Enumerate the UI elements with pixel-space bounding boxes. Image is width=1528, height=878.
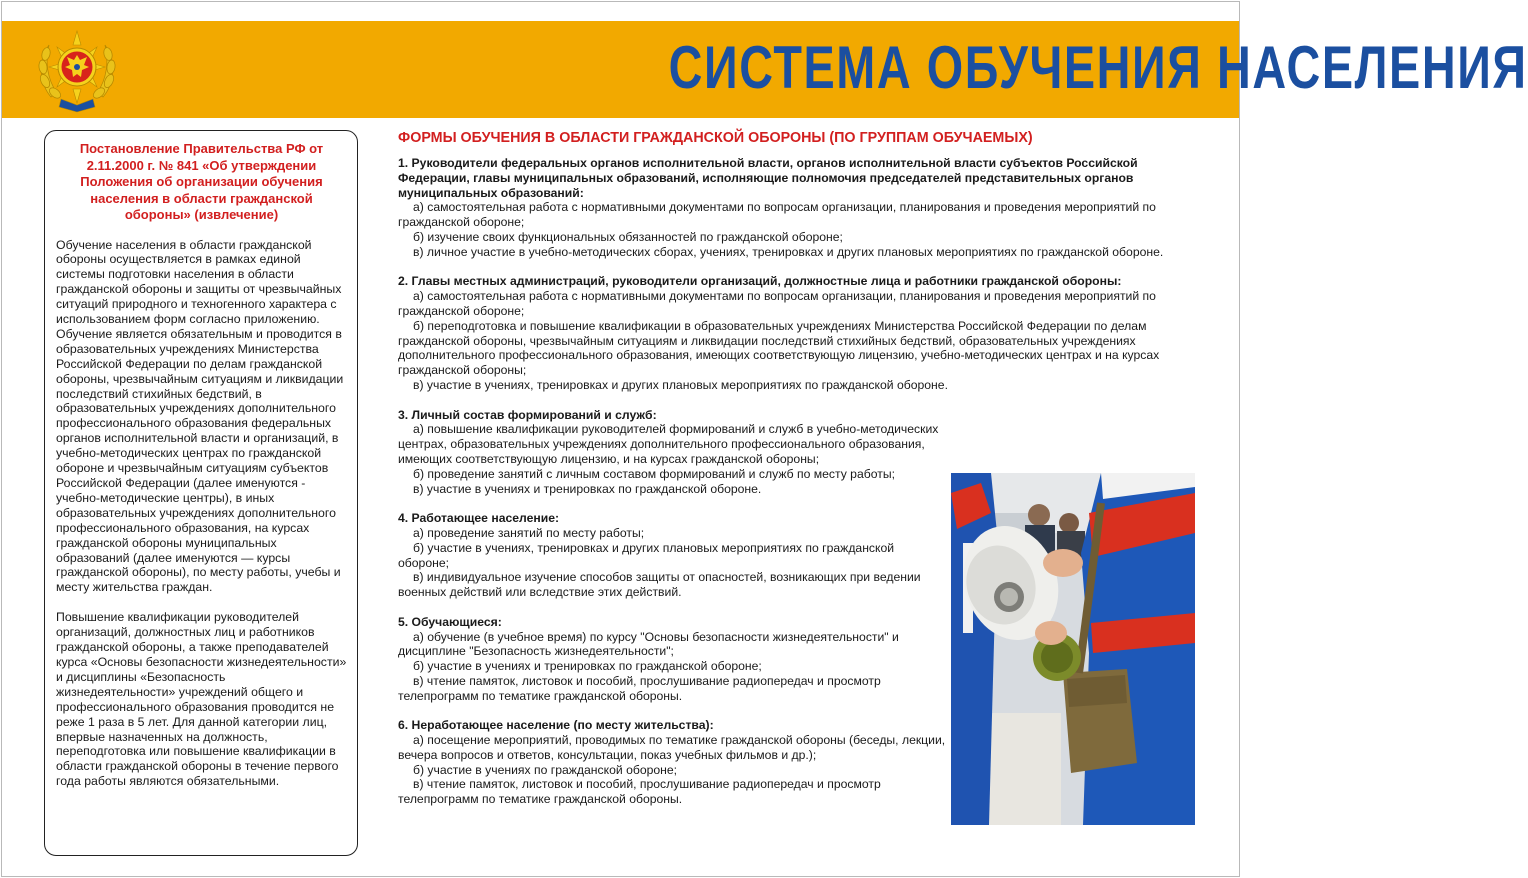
list-item: б) переподготовка и повышение квалификации в образовательных учреждениях Министерства Российской Федерации по делам гражданской обороны, чрезвычайным ситуациям и ликвидации последствий стихийных бедствий, образовательных учреждениях дополнительного профессионального образования, имеющих соответствующую лицензию, учебно-методических центрах и на курсах гражданской обороны; — [398, 318, 1160, 378]
training-group-section — [398, 615, 946, 704]
training-group-section — [398, 718, 946, 807]
group-heading: 1. Руководители федеральных органов исполнительной власти, органов исполнительной власти субъектов Российской Федерации, главы муниципальных образований, исполняющие полномочия председателей представительных органов муниципальных образований: — [398, 156, 1138, 200]
regulation-excerpt-panel — [44, 130, 358, 856]
group-heading: 6. Неработающее население (по месту жительства): — [398, 718, 714, 733]
gas-mask-training-photo — [951, 473, 1195, 825]
regulation-paragraph: Повышение квалификации руководителей организаций, должностных лиц и работников гражданской обороны, а также преподавателей курса «Основы безопасности жизнедеятельности» и дисциплины «Безопасность жизнедеятельности» учреждений общего и профессионального образования проводится не реже 1 раза в 5 лет. Для данной категории лиц, впервые назначенных на должность, переподготовка или повышение квалификации в области гражданской обороны в течение первого года работы являются обязательными. — [56, 610, 347, 789]
list-item: в) личное участие в учебно-методических сборах, учениях, тренировках и других плановых мероприятиях по гражданской обороне. — [413, 244, 1164, 259]
section-title: ФОРМЫ ОБУЧЕНИЯ В ОБЛАСТИ ГРАЖДАНСКОЙ ОБОРОНЫ (ПО ГРУППАМ ОБУЧАЕМЫХ) — [398, 130, 1033, 146]
list-item: в) участие в учениях, тренировках и других плановых мероприятиях по гражданской обороне. — [413, 377, 948, 392]
regulation-paragraph: Обучение населения в области гражданской обороны осуществляется в рамках единой системы подготовки населения в области гражданской обороны и защиты от чрезвычайных ситуаций природного и техногенного характера с использованием форм согласно приложению. Обучение является обязательным и проводится в образовательных учреждениях Министерства Российской Федерации по делам гражданской обороны, чрезвычайным ситуациям и ликвидации последствий стихийных бедствий, в образовательных учреждениях дополнительного профессионального образования федеральных органов исполнительной власти и организаций, в учебно-методических центрах по гражданской обороне и чрезвычайным ситуациям субъектов Российской Федерации (далее именуются - учебно-методические центры), в иных образовательных учреждениях дополнительного профессионального образования, на курсах гражданской обороны муниципальных образований (далее именуются — курсы гражданской обороны), по месту работы, учебы и месту жительства граждан. — [56, 237, 344, 595]
list-item: а) самостоятельная работа с нормативными документами по вопросам организации, планирования и проведения мероприятий по гражданской обороне; — [398, 200, 1156, 230]
page-title: СИСТЕМА ОБУЧЕНИЯ НАСЕЛЕНИЯ — [668, 34, 1528, 101]
training-group-section — [398, 156, 1198, 260]
group-heading: 3. Личный состав формирований и служб: — [398, 407, 657, 422]
group-heading: 4. Работающее население: — [398, 511, 560, 526]
list-item: в) чтение памяток, листовок и пособий, прослушивание радиопередач и просмотр телепрограмм по тематике гражданской обороны. — [398, 673, 881, 703]
group-heading: 5. Обучающиеся: — [398, 614, 502, 629]
list-item: а) проведение занятий по месту работы; — [413, 525, 645, 540]
list-item: а) повышение квалификации руководителей формирований и служб в учебно-методических центрах, образовательных учреждениях дополнительного профессионального образования, имеющих соответствующую лицензию, и на курсах гражданской обороны; — [398, 422, 939, 466]
list-item: а) обучение (в учебное время) по курсу "Основы безопасности жизнедеятельности" и дисциплине "Безопасность жизнедеятельности"; — [398, 629, 899, 659]
group-heading: 2. Главы местных администраций, руководители организаций, должностные лица и работники гражданской обороны: — [398, 274, 1122, 289]
training-group-section — [398, 408, 946, 497]
list-item: в) чтение памяток, листовок и пособий, прослушивание радиопередач и просмотр телепрограмм по тематике гражданской обороны. — [398, 777, 881, 807]
list-item: б) изучение своих функциональных обязанностей по гражданской обороне; — [413, 229, 843, 244]
list-item: б) участие в учениях, тренировках и других плановых мероприятиях по гражданской обороне; — [398, 540, 895, 570]
list-item: б) участие в учениях и тренировках по гражданской обороне; — [413, 659, 762, 674]
training-group-section — [398, 274, 1198, 392]
list-item: а) самостоятельная работа с нормативными документами по вопросам организации, планирования и проведения мероприятий по гражданской обороне; — [398, 289, 1156, 318]
photo-illustration — [951, 473, 1195, 825]
regulation-title: Постановление Правительства РФ от 2.11.2000 г. № 841 «Об утверждении Положения об организации обучения населения в области гражданской обороны» (извлечение) — [79, 141, 324, 222]
list-item: в) индивидуальное изучение способов защиты от опасностей, возникающих при ведении военных действий или вследствие этих действий. — [398, 570, 921, 600]
list-item: б) проведение занятий с личным составом формирований и служб по месту работы; — [413, 466, 895, 481]
list-item: в) участие в учениях и тренировках по гражданской обороне. — [413, 481, 762, 496]
list-item: б) участие в учениях по гражданской обороне; — [413, 762, 678, 777]
training-group-section — [398, 511, 946, 600]
list-item: а) посещение мероприятий, проводимых по тематике гражданской обороны (беседы, лекции, вечера вопросов и ответов, консультации, показ учебных фильмов и др.); — [398, 733, 946, 762]
mchs-emblem-icon — [35, 25, 119, 113]
